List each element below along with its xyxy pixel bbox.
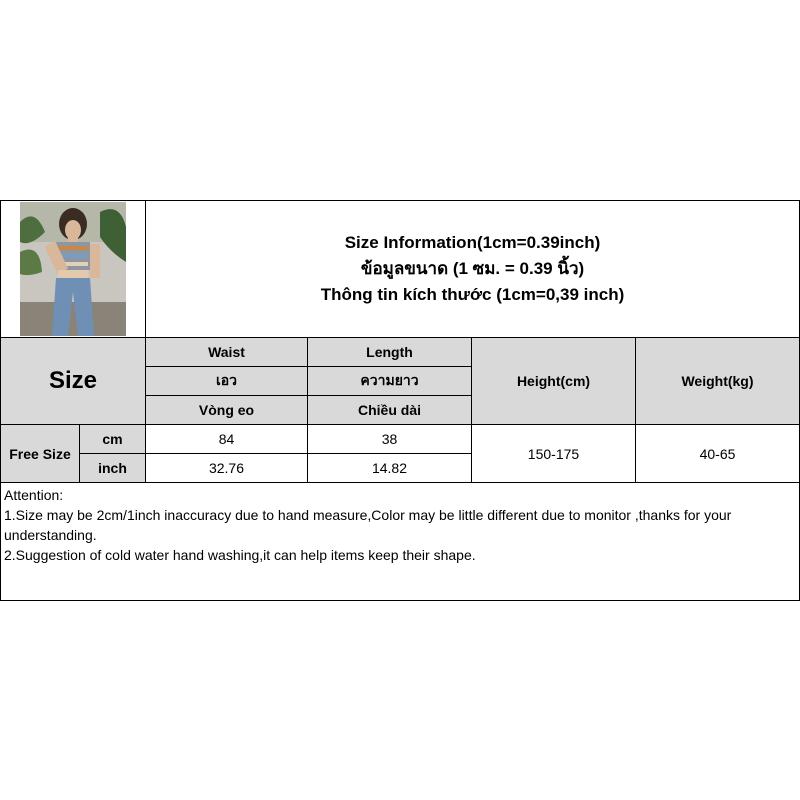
header-title-en: Size Information(1cm=0.39inch): [344, 233, 601, 252]
waist-inch-value: 32.76: [208, 460, 245, 476]
height-header: [471, 337, 636, 425]
free-size-label: Free Size: [9, 445, 71, 462]
unit-cm-cell: [79, 424, 146, 454]
header-title-th: ข้อมูลขนาด (1 ซม. = 0.39 นิ้ว): [360, 259, 585, 278]
height-value: 150-175: [527, 445, 580, 462]
length-header-th: [307, 366, 472, 396]
length-label-vi: Chiều dài: [357, 402, 421, 418]
waist-label-en: Waist: [208, 344, 245, 360]
weight-label: Weight(kg): [681, 373, 754, 389]
length-label-th: ความยาว: [360, 372, 419, 388]
weight-header: [635, 337, 800, 425]
unit-inch-label: inch: [98, 460, 127, 476]
length-header-en: [307, 337, 472, 367]
waist-cm-cell: [145, 424, 308, 454]
length-label-en: Length: [366, 344, 413, 360]
size-label-cell: [0, 337, 146, 425]
length-inch-value: 14.82: [371, 460, 408, 476]
waist-label-vi: Vòng eo: [198, 402, 255, 418]
waist-inch-cell: [145, 453, 308, 483]
product-photo: [0, 200, 146, 338]
weight-value: 40-65: [699, 445, 736, 462]
attention-line-2: 2.Suggestion of cold water hand washing,it can help items keep their shape.: [4, 547, 476, 563]
length-cm-value: 38: [381, 431, 398, 447]
unit-cm-label: cm: [102, 431, 123, 447]
length-cm-cell: [307, 424, 472, 454]
length-inch-cell: [307, 453, 472, 483]
free-size-cell: [0, 424, 80, 483]
size-information-header: [145, 200, 800, 338]
attention-title: Attention:: [4, 487, 64, 503]
waist-header-th: [145, 366, 308, 396]
header-title-vi: Thông tin kích thước (1cm=0,39 inch): [320, 285, 625, 304]
size-label: Size: [48, 367, 98, 394]
height-label: Height(cm): [516, 373, 591, 389]
height-value-cell: [471, 424, 636, 483]
attention-notes: [0, 482, 800, 601]
waist-cm-value: 84: [218, 431, 235, 447]
weight-value-cell: [635, 424, 800, 483]
model-photo-illustration: [20, 202, 126, 336]
unit-inch-cell: [79, 453, 146, 483]
attention-line-1: 1.Size may be 2cm/1inch inaccuracy due to hand measure,Color may be little different due to monitor ,thanks for your understanding.: [4, 507, 732, 543]
length-header-vi: [307, 395, 472, 425]
waist-header-en: [145, 337, 308, 367]
waist-header-vi: [145, 395, 308, 425]
waist-label-th: เอว: [215, 372, 238, 388]
